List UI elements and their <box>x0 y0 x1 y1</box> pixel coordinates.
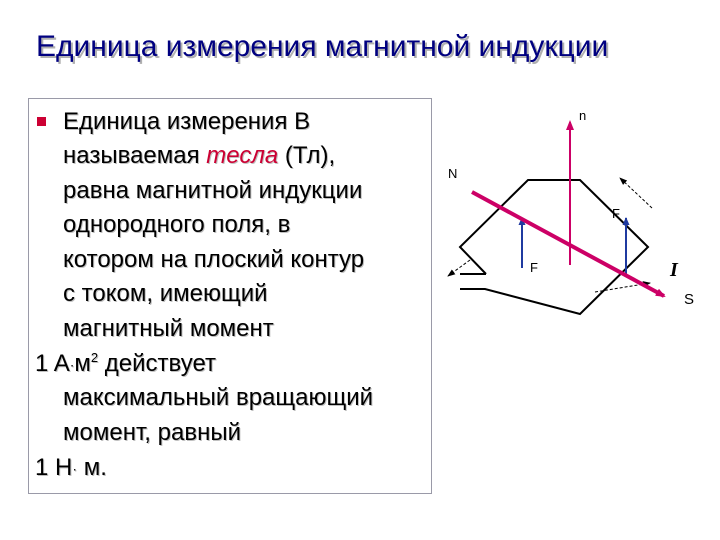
label-I: I <box>670 259 678 281</box>
text-fragment: м. <box>77 454 107 481</box>
paragraph-1-line-7: магнитный момент <box>63 315 274 342</box>
label-n: n <box>579 108 587 123</box>
text-panel <box>28 98 432 494</box>
tesla-term: тесла <box>206 142 279 169</box>
multiply-dot: · <box>69 356 75 373</box>
contour-diagram <box>440 100 710 320</box>
label-S: S <box>684 291 695 308</box>
current-arrow-icon <box>620 178 652 208</box>
slide-title: Единица измерения магнитной индукции <box>36 30 609 63</box>
paragraph-1-line-5: котором на плоский контур <box>63 246 365 273</box>
text-fragment: м <box>74 350 91 377</box>
paragraph-1-line-6: с током, имеющий <box>63 280 268 307</box>
text-fragment: называемая <box>63 142 207 169</box>
paragraph-2-line-1 <box>35 347 216 382</box>
text-fragment: действует <box>98 350 217 377</box>
label-N: N <box>448 166 458 181</box>
magnetic-field-line <box>472 192 664 296</box>
paragraph-1-line-3: равна магнитной индукции <box>63 177 363 204</box>
paragraph-1-line-1: Единица измерения B <box>63 108 311 135</box>
multiply-dot: · <box>72 460 78 477</box>
bullet-square-icon <box>37 117 46 126</box>
paragraph-1-line-4: однородного поля, в <box>63 211 291 238</box>
paragraph-3-line-1 <box>35 451 107 486</box>
label-F-top: F <box>612 206 620 221</box>
paragraph-1-line-2 <box>63 139 335 174</box>
label-F-bottom: F <box>530 260 538 275</box>
exponent: 2 <box>90 350 99 365</box>
paragraph-2-line-2: максимальный вращающий <box>63 384 374 411</box>
text-fragment: (Тл), <box>278 142 336 169</box>
paragraph-2-line-3: момент, равный <box>63 419 241 446</box>
text-fragment: 1 A <box>35 350 70 377</box>
text-fragment: 1 H <box>35 454 73 481</box>
